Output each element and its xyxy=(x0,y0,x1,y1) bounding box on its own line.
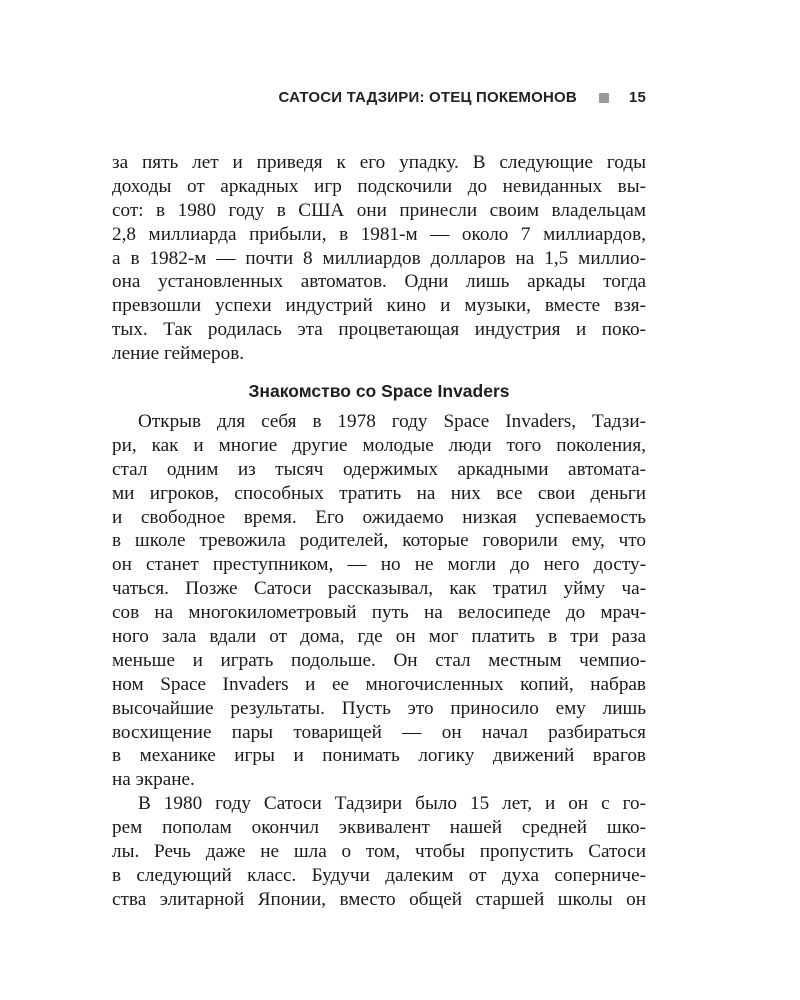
text-line: сот: в 1980 году в США они принесли своим владельцам xyxy=(112,199,646,221)
text-line: 2,8 миллиарда прибыли, в 1981-м — около 7 миллиардов, xyxy=(112,223,646,245)
text-line: чаться. Позже Сатоси рассказывал, как тратил уйму ча- xyxy=(112,578,646,600)
text-line: за пять лет и приведя к его упадку. В следующие годы xyxy=(112,152,646,173)
chapter-title: САТОСИ ТАДЗИРИ: ОТЕЦ ПОКЕМОНОВ xyxy=(278,89,577,106)
text-line: ление геймеров. xyxy=(112,343,245,365)
text-line: сов на многокилометровый путь на велосипеде до мрач- xyxy=(112,602,646,624)
text-line: в механике игры и понимать логику движений врагов xyxy=(112,745,646,767)
paragraph-1 xyxy=(112,151,646,366)
text-line: рем пополам окончил эквивалент нашей средней шко- xyxy=(112,817,646,839)
text-line: она установленных автоматов. Одни лишь аркады тогда xyxy=(112,271,646,293)
text-line: ми игроков, способных тратить на них все свои деньги xyxy=(112,482,646,504)
text-line: меньше и играть подольше. Он стал местным чемпио- xyxy=(112,649,646,671)
text-line: превзошли успехи индустрий кино и музыки, вместе взя- xyxy=(112,295,646,317)
page-number: 15 xyxy=(628,89,646,106)
text-line: Открыв для себя в 1978 году Space Invaders, Тадзи- xyxy=(138,411,646,433)
text-line: в школе тревожила родителей, которые говорили ему, что xyxy=(112,530,646,552)
text-line: лы. Речь даже не шла о том, чтобы пропустить Сатоси xyxy=(112,841,646,863)
text-line: в следующий класс. Будучи далеким от духа соперниче- xyxy=(112,864,646,886)
text-line: восхищение пары товарищей — он начал разбираться xyxy=(112,721,646,743)
text-line: стал одним из тысяч одержимых аркадными автомата- xyxy=(112,458,646,480)
text-line: на экране. xyxy=(112,769,195,791)
paragraph-2 xyxy=(112,410,646,792)
text-line: В 1980 году Сатоси Тадзири было 15 лет, и он с го- xyxy=(138,793,646,815)
text-line: и свободное время. Его ожидаемо низкая успеваемость xyxy=(112,506,646,528)
paragraph-3 xyxy=(112,792,646,911)
text-line: ства элитарной Японии, вместо общей старшей школы он xyxy=(112,888,646,910)
running-header xyxy=(278,89,646,106)
text-line: тых. Так родилась эта процветающая индустрия и поко- xyxy=(112,319,646,341)
text-line: доходы от аркадных игр подскочили до невиданных вы- xyxy=(112,175,646,197)
text-line: высочайшие результаты. Пусть это приносило ему лишь xyxy=(112,697,646,719)
text-line: ри, как и многие другие молодые люди того поколения, xyxy=(112,434,646,456)
text-line: ного зала вдали от дома, где он мог платить в три раза xyxy=(112,626,646,648)
text-line: он станет преступником, — но не могли до него досту- xyxy=(112,554,646,576)
separator-square-icon xyxy=(599,93,609,103)
body-text xyxy=(112,151,646,912)
section-heading: Знакомство со Space Invaders xyxy=(248,381,510,402)
text-line: ном Space Invaders и ее многочисленных копий, набрав xyxy=(112,673,646,695)
text-line: а в 1982-м — почти 8 миллиардов долларов на 1,5 миллио- xyxy=(112,247,646,269)
